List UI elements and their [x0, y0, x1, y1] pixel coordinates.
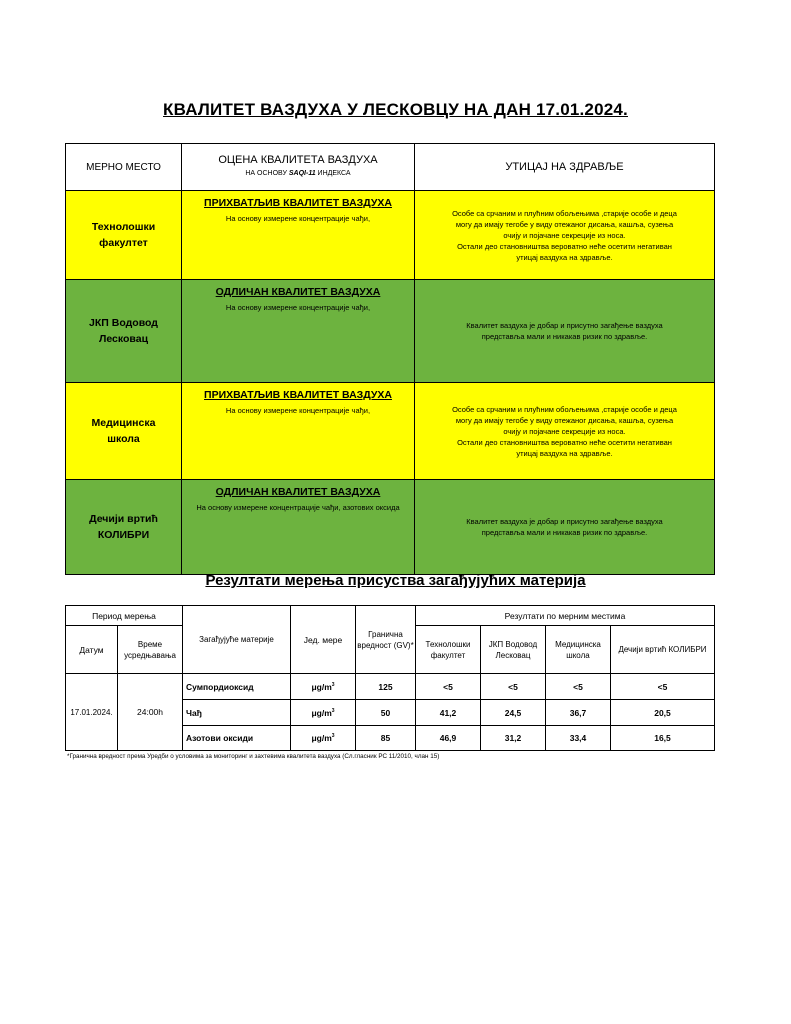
value-cell: 33,4: [546, 726, 611, 751]
results-title: Резултати мерења присуства загађујућих материја: [205, 572, 586, 589]
footnote: *Гранична вредност према Уредби о условима за мониторинг и захтевима квалитета ваздуха (Сл.гласник РС 11/2010, члан 15): [67, 753, 440, 760]
value-cell: <5: [611, 674, 715, 700]
quality-cell: [182, 383, 415, 480]
header-effect: УТИЦАЈ НА ЗДРАВЉЕ: [415, 144, 715, 191]
aq-row-medicinska: [66, 383, 715, 480]
quality-note: На основу измерене концентрације чађи,: [225, 214, 371, 223]
value-cell: <5: [546, 674, 611, 700]
header-quality-label: ОЦЕНА КВАЛИТЕТА ВАЗДУХА: [218, 154, 378, 166]
page-title: КВАЛИТЕТ ВАЗДУХА У ЛЕСКОВЦУ НА ДАН 17.01.2024.: [163, 100, 628, 119]
limit-cell: 125: [356, 674, 416, 700]
place-name: Дечији вртић КОЛИБРИ: [66, 480, 182, 575]
header-quality: [182, 144, 415, 191]
limit-cell: 85: [356, 726, 416, 751]
unit-cell: $\mu g/m^3$: [291, 700, 356, 726]
quality-rating: ПРИХВАТЉИВ КВАЛИТЕТ ВАЗДУХА: [204, 197, 392, 209]
header-place: МЕРНО МЕСТО: [66, 144, 182, 191]
header-period: Период мерења: [66, 606, 183, 626]
pollutant-name: Чађ: [183, 700, 291, 726]
value-cell: 20,5: [611, 700, 715, 726]
pollutant-name: Сумпордиоксид: [183, 674, 291, 700]
quality-rating: ПРИХВАТЉИВ КВАЛИТЕТ ВАЗДУХА: [204, 389, 392, 401]
quality-note: На основу измерене концентрације чађи, азотових оксида: [196, 503, 400, 512]
header-limit: Гранична вредност (GV)*: [356, 606, 416, 674]
results-row-so2: [66, 674, 715, 700]
place-name: Технолошки факултет: [66, 191, 182, 280]
quality-note: На основу измерене концентрације чађи,: [225, 303, 371, 312]
value-cell: <5: [416, 674, 481, 700]
quality-rating: ОДЛИЧАН КВАЛИТЕТ ВАЗДУХА: [215, 286, 381, 298]
header-quality-sub: НА ОСНОВУ SAQI-11 ИНДЕКСА: [245, 170, 351, 177]
aq-row-vodovod: [66, 280, 715, 383]
air-quality-header-row: [66, 144, 715, 191]
header-site-3: Медицинска школа: [546, 626, 611, 674]
date-cell: 17.01.2024.: [66, 674, 118, 751]
header-pollutant: Загађујуће материје: [183, 606, 291, 674]
header-site-1: Технолошки факултет: [416, 626, 481, 674]
health-effect: Особе са срчаним и плућним обољењима ,старије особе и деца могу да имају тегобе у виду отежаног дисања, кашља, сузења очију и појачане секреције из носа. Остали део становништва вероватно неће осетити негативан утицај ваздуха на здравље.: [415, 191, 715, 280]
value-cell: 41,2: [416, 700, 481, 726]
header-time: Време усредњавања: [118, 626, 183, 674]
aq-row-tehnoloski: [66, 191, 715, 280]
place-name: ЈКП Водовод Лесковац: [66, 280, 182, 383]
quality-cell: [182, 191, 415, 280]
quality-note: На основу измерене концентрације чађи,: [225, 406, 371, 415]
value-cell: 46,9: [416, 726, 481, 751]
value-cell: 24,5: [481, 700, 546, 726]
air-quality-table: [65, 143, 715, 575]
time-cell: 24:00h: [118, 674, 183, 751]
header-results: Резултати по мерним местима: [416, 606, 715, 626]
unit-cell: $\mu g/m^3$: [291, 726, 356, 751]
quality-cell: [182, 280, 415, 383]
limit-cell: 50: [356, 700, 416, 726]
value-cell: 36,7: [546, 700, 611, 726]
results-table: [65, 605, 715, 751]
aq-row-kolibri: [66, 480, 715, 575]
health-effect: Квалитет ваздуха је добар и присутно загађење ваздуха представља мали и никакав ризик по здравље.: [415, 280, 715, 383]
quality-rating: ОДЛИЧАН КВАЛИТЕТ ВАЗДУХА: [215, 486, 381, 498]
pollutant-name: Азотови оксиди: [183, 726, 291, 751]
place-name: Медицинска школа: [66, 383, 182, 480]
value-cell: 16,5: [611, 726, 715, 751]
quality-cell: [182, 480, 415, 575]
value-cell: 31,2: [481, 726, 546, 751]
header-site-2: ЈКП Водовод Лесковац: [481, 626, 546, 674]
health-effect: Особе са срчаним и плућним обољењима ,старије особе и деца могу да имају тегобе у виду отежаног дисања, кашља, сузења очију и појачане секреције из носа. Остали део становништва вероватно неће осетити негативан утицај ваздуха на здравље.: [415, 383, 715, 480]
unit-cell: $\mu g/m^3$: [291, 674, 356, 700]
header-site-4: Дечији вртић КОЛИБРИ: [611, 626, 715, 674]
results-header-row-1: [66, 606, 715, 626]
header-date: Датум: [66, 626, 118, 674]
health-effect: Квалитет ваздуха је добар и присутно загађење ваздуха представља мали и никакав ризик по здравље.: [415, 480, 715, 575]
header-unit: Јед. мере: [291, 606, 356, 674]
value-cell: <5: [481, 674, 546, 700]
